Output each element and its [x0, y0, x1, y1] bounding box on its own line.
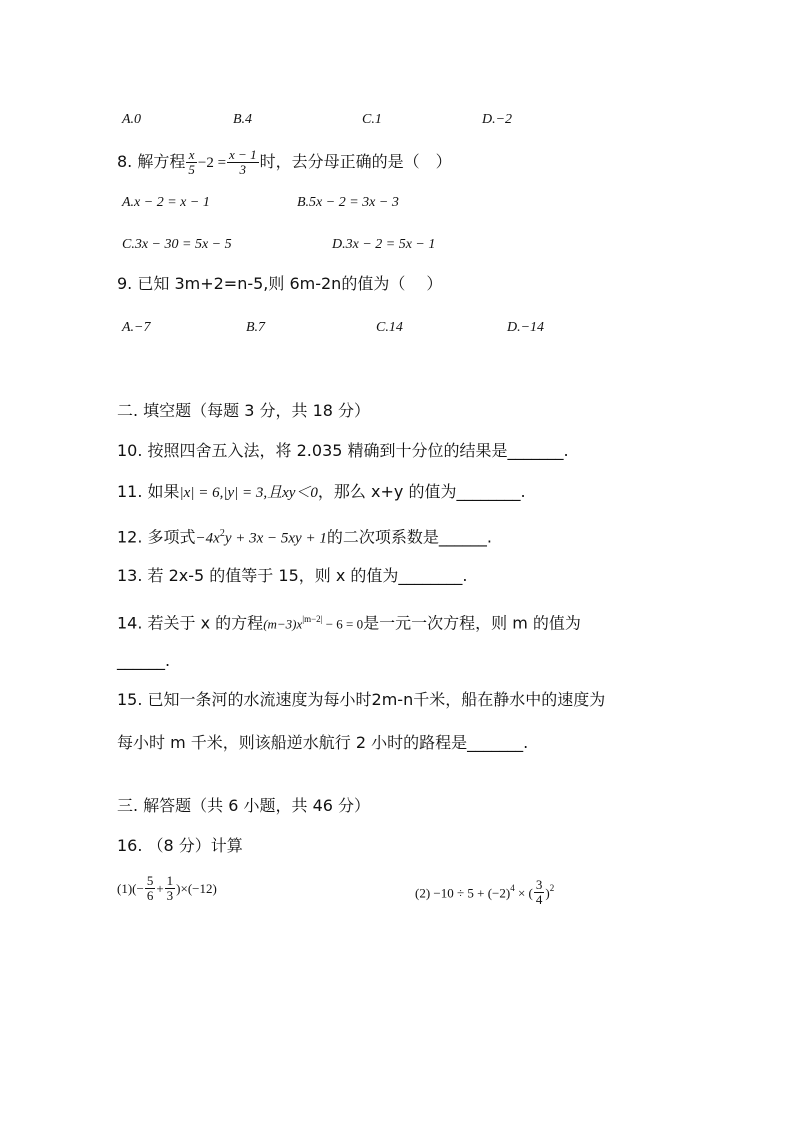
- q16-p2-exponent-2: 2: [549, 883, 555, 893]
- q8-question: [117, 142, 452, 182]
- q16-p1-a: (1)(−: [117, 881, 144, 896]
- q14-math-b: − 6 = 0: [322, 616, 364, 632]
- q12-math-a: −4x: [195, 530, 220, 547]
- q15-line-2: 每小时 m 千米，则该船逆水航行 2 小时的路程是_______.: [117, 733, 529, 752]
- q12-question: [117, 524, 492, 548]
- q16-p2-fraction: $\frac{3}{4}$: [535, 877, 543, 908]
- q12-prefix: 12. 多项式: [117, 527, 196, 547]
- q7-option-c: C.1: [362, 112, 382, 127]
- q8-fraction-1: $\frac{x}{5}$: [188, 147, 195, 177]
- q16-part-1: [117, 868, 217, 908]
- q9-question: 9. 已知 3m+2=n-5,则 6m-2n的值为（ ）: [117, 274, 443, 293]
- q8-option-d: D.3x − 2 = 5x − 1: [332, 237, 436, 252]
- q14-question: [117, 609, 581, 634]
- q11-suffix: ，那么 x+y 的值为________.: [317, 482, 526, 501]
- q10-question: 10. 按照四舍五入法，将 2.035 精确到十分位的结果是_______.: [117, 441, 569, 460]
- q9-option-a: A.−7: [122, 320, 151, 335]
- q14-math-a: (m−3)x: [263, 616, 303, 632]
- section-3-heading: 三. 解答题（共 6 小题，共 46 分）: [117, 796, 371, 815]
- q12-suffix: 的二次项系数是______.: [326, 527, 492, 547]
- q16-p2-b: × (: [514, 885, 533, 901]
- q7-option-a: A.0: [122, 112, 142, 127]
- q11-math: |x| = 6,|y| = 3,且xy＜0: [179, 485, 318, 501]
- q9-option-b: B.7: [246, 320, 266, 335]
- q8-option-b: B.5x − 2 = 3x − 3: [297, 195, 399, 210]
- q8-mid: −2 =: [197, 155, 227, 171]
- q8-fraction-2: $\frac{x - 1}{3}$: [229, 147, 257, 177]
- q7-option-b: B.4: [233, 112, 253, 127]
- q12-math-b: y + 3x − 5xy + 1: [224, 530, 327, 547]
- q12-exponent: 2: [219, 528, 225, 539]
- q16-title: 16. （8 分）计算: [117, 836, 243, 855]
- q16-p1-fraction-2: $\frac{1}{3}$: [166, 873, 174, 903]
- q9-option-d: D.−14: [507, 320, 545, 335]
- q16-p2-a: (2) −10 ÷ 5 + (−2): [415, 885, 511, 901]
- q16-p1-b: +: [156, 881, 164, 896]
- q8-option-a: A.x − 2 = x − 1: [122, 195, 210, 210]
- q16-p1-c: )×(−12): [176, 881, 217, 896]
- q11-question: [117, 482, 526, 503]
- q15-line-1: 15. 已知一条河的水流速度为每小时2m-n千米，船在静水中的速度为: [117, 690, 606, 709]
- q14-exponent: |m−2|: [302, 614, 323, 624]
- q16-p1-fraction-1: $\frac{5}{6}$: [146, 873, 154, 903]
- q14-blank-line: ______.: [117, 651, 171, 670]
- q16-p2-exponent: 4: [510, 883, 515, 893]
- q8-prefix: 8. 解方程: [117, 152, 186, 171]
- q13-question: 13. 若 2x-5 的值等于 15，则 x 的值为________.: [117, 566, 468, 585]
- q9-option-c: C.14: [376, 320, 403, 335]
- q7-option-d: D.−2: [482, 112, 513, 127]
- section-2-heading: 二. 填空题（每题 3 分，共 18 分）: [117, 401, 371, 420]
- q11-prefix: 11. 如果: [117, 482, 180, 501]
- q16-part-2: [415, 868, 554, 908]
- q14-suffix: 是一元一次方程，则 m 的值为: [363, 613, 581, 633]
- q8-suffix: 时，去分母正确的是（ ）: [259, 152, 452, 171]
- q16-p2-c: ): [545, 885, 550, 901]
- q14-prefix: 14. 若关于 x 的方程: [117, 613, 264, 633]
- q8-option-c: C.3x − 30 = 5x − 5: [122, 237, 232, 252]
